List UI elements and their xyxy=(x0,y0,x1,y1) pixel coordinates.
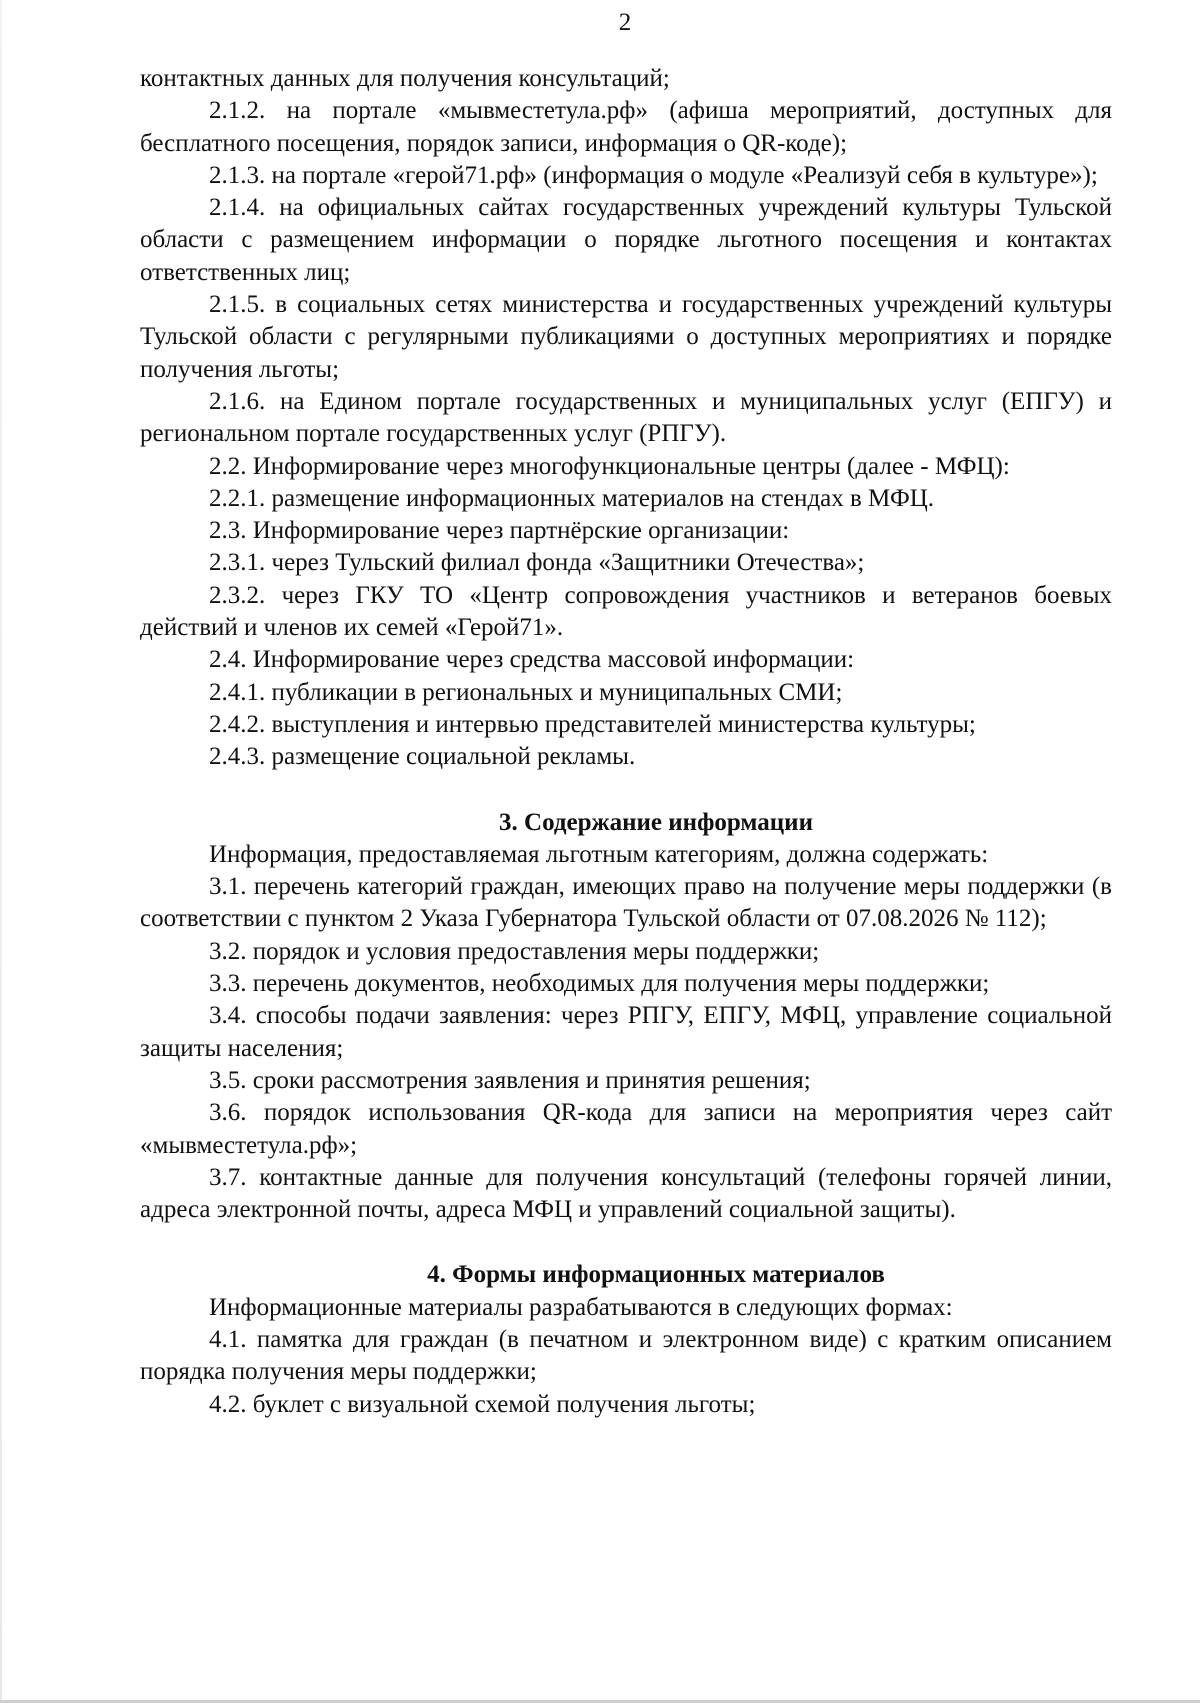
paragraph-2-1-6: 2.1.6. на Едином портале государственных и муниципальных услуг (ЕПГУ) и региональном портале государственных услуг (РПГУ). xyxy=(140,387,1112,448)
scan-edge-left xyxy=(0,0,2,1703)
paragraph-2-3: 2.3. Информирование через партнёрские организации: xyxy=(209,517,790,545)
paragraph-2-1-4: 2.1.4. на официальных сайтах государственных учреждений культуры Тульской области с размещением информации о порядке льготного посещения и контактах ответственных лиц; xyxy=(140,194,1112,286)
paragraph-3-4: 3.4. способы подачи заявления: через РПГУ, ЕПГУ, МФЦ, управление социальной защиты населения; xyxy=(140,1002,1112,1062)
paragraph-2-4-1: 2.4.1. публикации в региональных и муниципальных СМИ; xyxy=(209,678,843,706)
paragraph-3-1: 3.1. перечень категорий граждан, имеющих право на получение меры поддержки (в соответствии с пунктом 2 Указа Губернатора Тульской области от 07.08.2026 № 112); xyxy=(140,873,1112,933)
paragraph-3-3: 3.3. перечень документов, необходимых для получения меры поддержки; xyxy=(209,970,990,998)
section-4-heading: 4. Формы информационных материалов xyxy=(427,1261,885,1289)
section-gap xyxy=(140,774,1112,807)
paragraph-continued: контактных данных для получения консультаций; xyxy=(140,65,670,92)
page-number: 2 xyxy=(618,9,632,36)
paragraph-3-6: 3.6. порядок использования QR-кода для записи на мероприятия через сайт «мывместетула.рф»; xyxy=(140,1099,1112,1159)
paragraph-2-3-1: 2.3.1. через Тульский филиал фонда «Защитники Отечества»; xyxy=(209,549,865,577)
paragraph-4-intro: Информационные материалы разрабатываются в следующих формах: xyxy=(209,1293,953,1321)
paragraph-4-1: 4.1. памятка для граждан (в печатном и электронном виде) с кратким описанием порядка получения меры поддержки; xyxy=(140,1325,1112,1386)
paragraph-2-4: 2.4. Информирование через средства массовой информации: xyxy=(209,646,855,674)
paragraph-2-1-5: 2.1.5. в социальных сетях министерства и государственных учреждений культуры Тульской области с регулярными публикациями о доступных мероприятиях и порядке получения льготы; xyxy=(140,291,1112,383)
paragraph-3-2: 3.2. порядок и условия предоставления меры поддержки; xyxy=(209,937,820,965)
document-body xyxy=(140,63,1112,1421)
paragraph-2-2-1: 2.2.1. размещение информационных материалов на стендах в МФЦ. xyxy=(209,484,935,512)
section-3-heading: 3. Содержание информации xyxy=(499,808,813,836)
paragraph-3-5: 3.5. сроки рассмотрения заявления и принятия решения; xyxy=(209,1066,811,1094)
paragraph-2-4-2: 2.4.2. выступления и интервью представителей министерства культуры; xyxy=(209,710,976,738)
paragraph-2-1-2: 2.1.2. на портале «мывместетула.рф» (афиша мероприятий, доступных для бесплатного посещения, порядок записи, информация о QR-коде); xyxy=(140,97,1112,157)
paragraph-2-2: 2.2. Информирование через многофункциональные центры (далее - МФЦ): xyxy=(209,452,1010,480)
paragraph-3-intro: Информация, предоставляемая льготным категориям, должна содержать: xyxy=(209,840,989,868)
paragraph-2-3-2: 2.3.2. через ГКУ ТО «Центр сопровождения участников и ветеранов боевых действий и членов их семей «Герой71». xyxy=(140,581,1112,642)
paragraph-2-1-3: 2.1.3. на портале «герой71.рф» (информация о модуле «Реализуй себя в культуре»); xyxy=(209,161,1098,189)
paragraph-3-7: 3.7. контактные данные для получения консультаций (телефоны горячей линии, адреса электронной почты, адреса МФЦ и управлений социальной защиты). xyxy=(140,1163,1112,1224)
paragraph-4-2: 4.2. буклет с визуальной схемой получения льготы; xyxy=(209,1390,756,1418)
paragraph-2-4-3: 2.4.3. размещение социальной рекламы. xyxy=(209,743,636,771)
section-gap xyxy=(140,1226,1112,1259)
